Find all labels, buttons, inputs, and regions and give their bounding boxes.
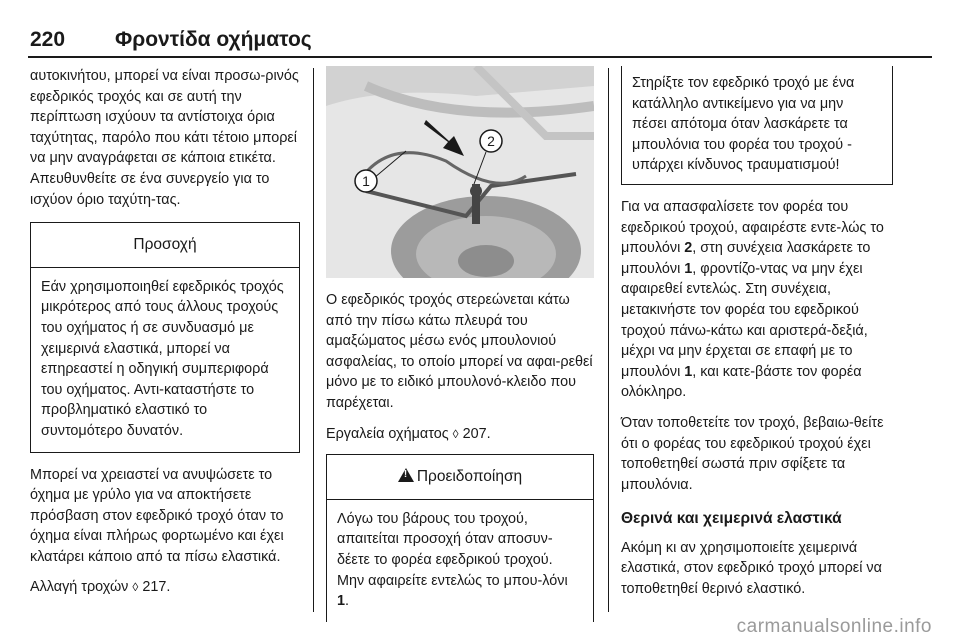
intro-paragraph: αυτοκινήτου, μπορεί να είναι προσω-ρινός εφεδρικός τροχός και σε αυτή την περίπτωση ισχύουν τα αντίστοιχα όρια ταχύτητας, παρόλο που κάτι τέτοιο μπορεί να μην αναγράφεται σε κάποια ετικέτα. Απευθυνθείτε σε ένα συνεργείο για το ισχύον όριο ταχύτη-τας.	[30, 68, 299, 208]
warning-header	[327, 455, 593, 500]
support-wheel-text: Στηρίξτε τον εφεδρικό τροχό με ένα κατάλληλο αντικείμενο για να μην πέσει απότομα όταν λασκάρετε τα μπουλόνια του φορέα του τροχού - υπάρχει κίνδυνος τραυματισμού!	[632, 75, 855, 174]
text-span: , στη συνέχεια λασκάρετε το μπουλόνι	[621, 240, 871, 277]
reference-text: Αλλαγή τροχών	[30, 579, 129, 596]
warning-text-main: Λόγω του βάρους του τροχού, απαιτείται προσοχή όταν αποσυν-δέετε το φορέα εφεδρικού τροχού. Μην αφαιρείτε εντελώς το μπου-λόνι	[337, 510, 568, 589]
text-span: , φροντίζο-ντας να μην έχει αφαιρεθεί εντελώς. Στη συνέχεια, μετακινήστε τον φορέα του εφεδρικού τροχού πάνω-κάτω και αριστερά-δεξιά, μέχρι να μην έρχεται σε επαφή με το μπουλόνι	[621, 260, 868, 380]
text-span: Για να απασφαλίσετε τον φορέα του εφεδρικού τροχού, αφαιρέστε εντε-λώς το μπουλόνι	[621, 198, 884, 257]
install-paragraph: Όταν τοποθετείτε τον τροχό, βεβαιω-θείτε ότι ο φορέας του εφεδρικού τροχού έχει τοποθετηθεί σωστά πριν σφίξετε τα μπουλόνια.	[621, 414, 884, 493]
page-number: 220	[30, 28, 66, 51]
wheel-change-reference	[30, 577, 300, 598]
warning-title: Προειδοποίηση	[416, 468, 523, 486]
callout-2: 2	[487, 133, 495, 149]
column-divider-left	[313, 68, 314, 612]
caution-title: Προσοχή	[31, 223, 299, 268]
spare-wheel-diagram-icon	[326, 66, 594, 278]
caution-text: Εάν χρησιμοποιηθεί εφεδρικός τροχός μικρότερος από τους άλλους τροχούς του οχήματος ή σε συνδυασμό με χειμερινά ελαστικά, μπορεί να επηρεαστεί η οδηγική συμπεριφορά του οχήματος. Αντι-καταστήστε το προβληματικό ελαστικό το συντομότερο δυνατόν.	[41, 278, 284, 439]
reference-text: Εργαλεία οχήματος	[326, 425, 449, 442]
callout-1: 1	[362, 173, 370, 189]
vehicle-tools-reference	[326, 424, 594, 445]
column-divider-right	[608, 68, 609, 612]
column-left	[30, 66, 300, 598]
warning-bolt-number: 1	[337, 593, 346, 610]
jack-paragraph: Μπορεί να χρειαστεί να ανυψώσετε το όχημα με γρύλο για να αποκτήσετε πρόσβαση στον εφεδρικό τροχό όταν το όχημα είναι πλήρως φορτωμένο και έχει κλατάρει κάποιο από τα πίσω ελαστικά.	[30, 466, 284, 565]
column-middle	[326, 66, 594, 622]
section-heading: Θερινά και χειμερινά ελαστικά	[621, 510, 842, 528]
warning-text	[327, 500, 593, 622]
watermark: carmanualsonline.info	[736, 616, 932, 637]
reference-page: 207.	[462, 425, 491, 442]
column-right	[621, 66, 893, 600]
bolt-number-1: 1	[684, 363, 693, 380]
page-title: Φροντίδα οχήματος	[115, 28, 312, 51]
bolt-number-2: 2	[684, 240, 693, 257]
warning-box-continued	[621, 66, 893, 185]
page-reference-icon: ◊	[132, 580, 139, 595]
text-span: , και κατε-βάστε τον φορέα ολόκληρο.	[621, 363, 862, 401]
caution-box	[30, 222, 300, 452]
warning-triangle-icon	[398, 468, 414, 482]
warning-end: .	[345, 593, 350, 610]
summer-winter-paragraph: Ακόμη κι αν χρησιμοποιείτε χειμερινά ελαστικά, στον εφεδρικό τροχό μπορεί να τοποθετηθεί θερινό ελαστικό.	[621, 539, 882, 598]
release-carrier-paragraph	[621, 197, 893, 403]
page-header	[0, 0, 960, 58]
reference-page: 217.	[142, 579, 171, 596]
warning-box	[326, 454, 594, 622]
spare-wheel-illustration	[326, 66, 594, 278]
mounting-paragraph: Ο εφεδρικός τροχός στερεώνεται κάτω από την πίσω κάτω πλευρά του αμαξώματος μέσω ενός μπουλονιού ασφαλείας, το οποίο μπορεί να αφαι-ρεθεί μόνο με το ειδικό μπουλονό-κλειδο που παρέχεται.	[326, 292, 593, 411]
page-reference-icon: ◊	[452, 426, 459, 441]
bolt-number-1: 1	[684, 260, 693, 277]
header-divider	[28, 56, 932, 58]
